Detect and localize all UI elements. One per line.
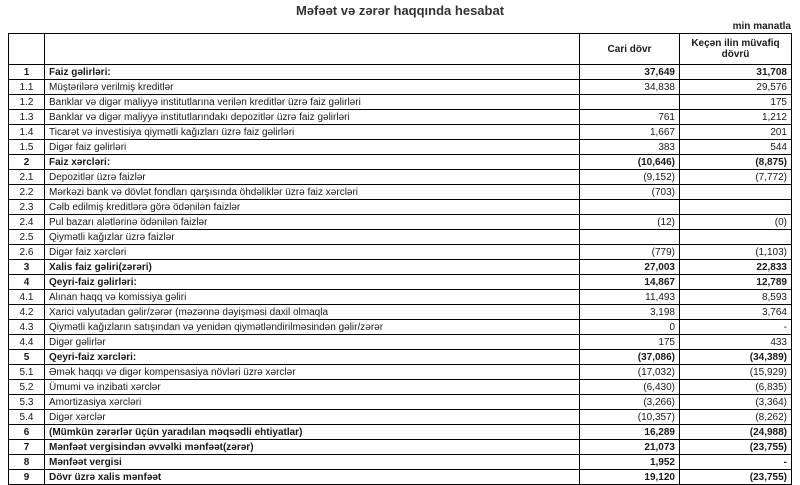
row-description-cell: Qeyri-faiz xərcləri: xyxy=(45,350,580,365)
row-description-cell: Qiymətli kağızların satışından və yenidən qiymətləndirilməsindən gəlir/zərər xyxy=(45,320,580,335)
row-description-cell: Amortizasiya xərcləri xyxy=(45,395,580,410)
row-number-cell: 2.1 xyxy=(9,170,45,185)
table-row xyxy=(9,290,792,305)
table-row xyxy=(9,185,792,200)
table-row xyxy=(9,455,792,470)
row-previous-value-cell xyxy=(680,185,792,200)
row-current-value-cell xyxy=(580,200,680,215)
row-number-cell: 1.3 xyxy=(9,110,45,125)
row-current-value-cell: (6,430) xyxy=(580,380,680,395)
row-number-cell: 7 xyxy=(9,440,45,455)
row-previous-value-cell: 433 xyxy=(680,335,792,350)
row-current-value-cell: 3,198 xyxy=(580,305,680,320)
row-previous-value-cell: (3,364) xyxy=(680,395,792,410)
row-number-cell: 2.6 xyxy=(9,245,45,260)
row-current-value-cell: 175 xyxy=(580,335,680,350)
table-row xyxy=(9,65,792,80)
row-previous-value-cell: (8,875) xyxy=(680,155,792,170)
row-number-cell: 2.4 xyxy=(9,215,45,230)
row-number-cell: 2.2 xyxy=(9,185,45,200)
row-description-cell: Banklar və digər maliyyə institutlarındakı depozitlər üzrə faiz gəlirləri xyxy=(45,110,580,125)
row-previous-value-cell: (24,988) xyxy=(680,425,792,440)
row-previous-value-cell: 175 xyxy=(680,95,792,110)
table-row xyxy=(9,305,792,320)
row-description-cell: Qeyri-faiz gəlirləri: xyxy=(45,275,580,290)
row-previous-value-cell: 544 xyxy=(680,140,792,155)
table-row xyxy=(9,440,792,455)
table-row xyxy=(9,80,792,95)
row-description-cell: Digər xərclər xyxy=(45,410,580,425)
header-row xyxy=(9,34,792,65)
row-current-value-cell: 383 xyxy=(580,140,680,155)
row-description-cell: Mərkəzi bank və dövlət fondları qarşısında öhdəliklər üzrə faiz xərcləri xyxy=(45,185,580,200)
row-description-cell: Mənfəət vergisindən əvvəlki mənfəət(zərər) xyxy=(45,440,580,455)
pnl-table xyxy=(8,33,792,485)
row-description-cell: Dövr üzrə xalis mənfəət xyxy=(45,470,580,485)
row-previous-value-cell: (0) xyxy=(680,215,792,230)
row-number-cell: 1.1 xyxy=(9,80,45,95)
table-row xyxy=(9,140,792,155)
row-number-cell: 5.1 xyxy=(9,365,45,380)
row-number-cell: 2.3 xyxy=(9,200,45,215)
row-current-value-cell: (703) xyxy=(580,185,680,200)
row-previous-value-cell: 12,789 xyxy=(680,275,792,290)
row-current-value-cell: 34,838 xyxy=(580,80,680,95)
row-number-cell: 1.5 xyxy=(9,140,45,155)
row-previous-value-cell xyxy=(680,200,792,215)
table-row xyxy=(9,155,792,170)
row-current-value-cell: 1,667 xyxy=(580,125,680,140)
row-description-cell: Ümumi və inzibati xərclər xyxy=(45,380,580,395)
row-description-cell: Xalis faiz gəliri(zərəri) xyxy=(45,260,580,275)
row-previous-value-cell: (8,262) xyxy=(680,410,792,425)
table-row xyxy=(9,410,792,425)
row-current-value-cell: 14,867 xyxy=(580,275,680,290)
row-previous-value-cell: - xyxy=(680,320,792,335)
row-current-value-cell: 21,073 xyxy=(580,440,680,455)
row-number-cell: 5.4 xyxy=(9,410,45,425)
row-previous-value-cell: (1,103) xyxy=(680,245,792,260)
row-current-value-cell: (9,152) xyxy=(580,170,680,185)
row-description-cell: Digər faiz gəlirləri xyxy=(45,140,580,155)
row-description-cell: Pul bazarı alətlərinə ödənilən faizlər xyxy=(45,215,580,230)
row-number-cell: 8 xyxy=(9,455,45,470)
row-previous-value-cell: (7,772) xyxy=(680,170,792,185)
row-description-cell: Qiymətli kağızlar üzrə faizlər xyxy=(45,230,580,245)
row-previous-value-cell: (34,389) xyxy=(680,350,792,365)
row-previous-value-cell: (23,755) xyxy=(680,470,792,485)
row-description-cell: Faiz xərcləri: xyxy=(45,155,580,170)
table-body xyxy=(9,65,792,485)
row-description-cell: Mənfəət vergisi xyxy=(45,455,580,470)
table-row xyxy=(9,380,792,395)
table-row xyxy=(9,320,792,335)
unit-note: min manatla xyxy=(732,21,791,32)
row-previous-value-cell: (15,929) xyxy=(680,365,792,380)
row-current-value-cell xyxy=(580,230,680,245)
row-number-cell: 5.3 xyxy=(9,395,45,410)
table-row xyxy=(9,230,792,245)
row-previous-value-cell: 201 xyxy=(680,125,792,140)
row-description-cell: Cəlb edilmiş kreditlərə görə ödənilən faizlər xyxy=(45,200,580,215)
row-previous-value-cell: - xyxy=(680,455,792,470)
row-current-value-cell: (779) xyxy=(580,245,680,260)
row-previous-value-cell: 29,576 xyxy=(680,80,792,95)
row-number-cell: 4 xyxy=(9,275,45,290)
table-row xyxy=(9,125,792,140)
row-current-value-cell: 761 xyxy=(580,110,680,125)
row-previous-value-cell xyxy=(680,230,792,245)
table-row xyxy=(9,275,792,290)
row-description-cell: Digər gəlirlər xyxy=(45,335,580,350)
table-row xyxy=(9,335,792,350)
row-current-value-cell: (37,086) xyxy=(580,350,680,365)
table-row xyxy=(9,110,792,125)
table-row xyxy=(9,215,792,230)
row-number-cell: 1 xyxy=(9,65,45,80)
row-description-cell: Ticarət və investisiya qiymətli kağızları üzrə faiz gəlirləri xyxy=(45,125,580,140)
table-row xyxy=(9,260,792,275)
row-description-cell: Depozitlər üzrə faizlər xyxy=(45,170,580,185)
table-row xyxy=(9,170,792,185)
row-current-value-cell: (3,266) xyxy=(580,395,680,410)
row-number-cell: 9 xyxy=(9,470,45,485)
row-current-value-cell: 19,120 xyxy=(580,470,680,485)
row-current-value-cell: 0 xyxy=(580,320,680,335)
row-description-cell: Müştərilərə verilmiş kreditlər xyxy=(45,80,580,95)
row-previous-value-cell: (23,755) xyxy=(680,440,792,455)
table-row xyxy=(9,245,792,260)
row-description-cell: Banklar və digər maliyyə institutlarına verilən kreditlər üzrə faiz gəlirləri xyxy=(45,95,580,110)
row-description-cell: Faiz gəlirləri: xyxy=(45,65,580,80)
row-number-cell: 4.4 xyxy=(9,335,45,350)
table-row xyxy=(9,365,792,380)
table-row xyxy=(9,95,792,110)
row-number-cell: 5.2 xyxy=(9,380,45,395)
row-number-cell: 2 xyxy=(9,155,45,170)
row-current-value-cell: 37,649 xyxy=(580,65,680,80)
row-current-value-cell xyxy=(580,95,680,110)
row-previous-value-cell: 22,833 xyxy=(680,260,792,275)
row-previous-value-cell: 3,764 xyxy=(680,305,792,320)
row-number-cell: 5 xyxy=(9,350,45,365)
row-number-cell: 3 xyxy=(9,260,45,275)
row-description-cell: (Mümkün zərərlər üçün yaradılan məqsədli ehtiyatlar) xyxy=(45,425,580,440)
row-current-value-cell: 1,952 xyxy=(580,455,680,470)
row-number-cell: 4.2 xyxy=(9,305,45,320)
row-number-cell: 4.1 xyxy=(9,290,45,305)
row-description-cell: Digər faiz xərcləri xyxy=(45,245,580,260)
header-desc xyxy=(45,34,580,65)
header-previous-period: Keçən ilin müvafiq dövrü xyxy=(680,34,792,65)
table-row xyxy=(9,395,792,410)
page-title: Məfəət və zərər haqqında hesabat xyxy=(295,3,505,18)
header-num xyxy=(9,34,45,65)
row-number-cell: 4.3 xyxy=(9,320,45,335)
table-row xyxy=(9,350,792,365)
row-description-cell: Əmək haqqı və digər kompensasiya növləri üzrə xərclər xyxy=(45,365,580,380)
row-description-cell: Alınan haqq və komissiya gəliri xyxy=(45,290,580,305)
row-previous-value-cell: 31,708 xyxy=(680,65,792,80)
row-number-cell: 1.4 xyxy=(9,125,45,140)
row-current-value-cell: (10,646) xyxy=(580,155,680,170)
row-current-value-cell: 11,493 xyxy=(580,290,680,305)
row-number-cell: 6 xyxy=(9,425,45,440)
row-current-value-cell: (17,032) xyxy=(580,365,680,380)
row-description-cell: Xarici valyutadan gəlir/zərər (məzənnə dəyişməsi daxil olmaqla xyxy=(45,305,580,320)
row-current-value-cell: (10,357) xyxy=(580,410,680,425)
row-current-value-cell: (12) xyxy=(580,215,680,230)
row-current-value-cell: 16,289 xyxy=(580,425,680,440)
header-current-period: Cari dövr xyxy=(580,34,680,65)
row-previous-value-cell: (6,835) xyxy=(680,380,792,395)
table-row xyxy=(9,425,792,440)
table-row xyxy=(9,200,792,215)
row-previous-value-cell: 1,212 xyxy=(680,110,792,125)
row-number-cell: 2.5 xyxy=(9,230,45,245)
row-previous-value-cell: 8,593 xyxy=(680,290,792,305)
row-number-cell: 1.2 xyxy=(9,95,45,110)
row-current-value-cell: 27,003 xyxy=(580,260,680,275)
